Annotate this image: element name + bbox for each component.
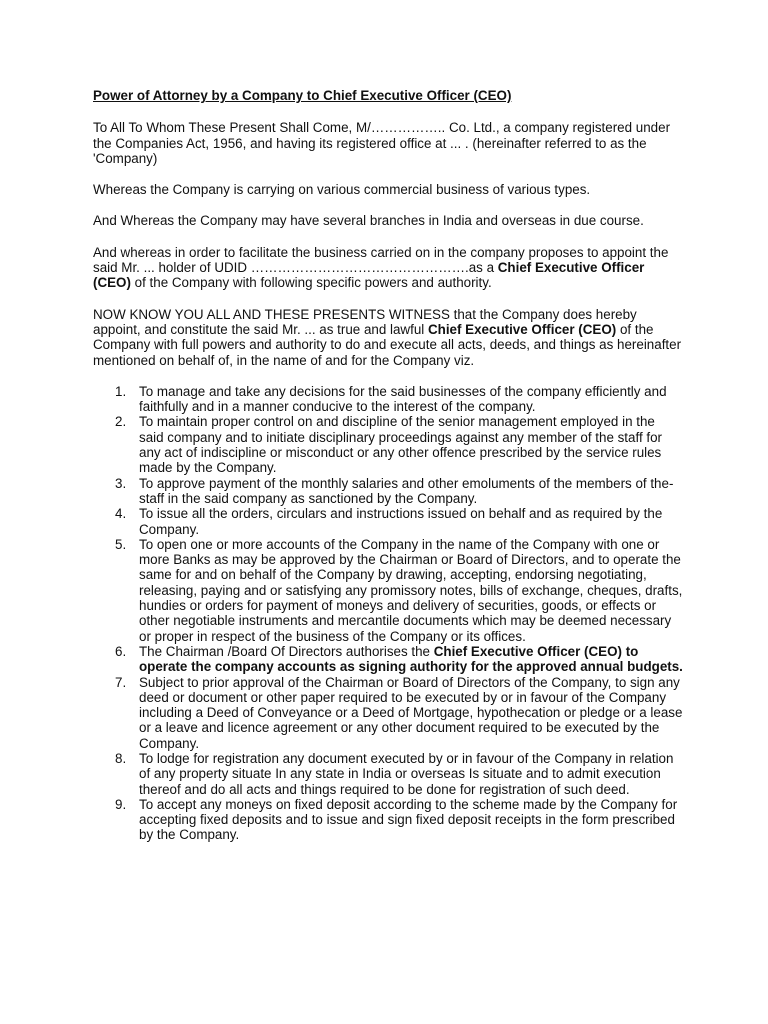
list-item-text: To open one or more accounts of the Company in the name of the Company with one or more Banks as may be approved by the Chairman or Board of Directors, and to operate the same for and on behalf of the Company by drawing, accepting, endorsing negotiating, releasing, paying and or satisfying any promissory notes, bills of exchange, cheques, drafts, hundies or orders for payment of moneys and delivery of securities, goods, or effects or other negotiable instruments and mercantile documents which may be deemed necessary or proper in respect of the business of the Company or its offices. xyxy=(139,536,683,644)
list-item xyxy=(93,644,683,675)
list-item-number: 6. xyxy=(115,643,127,659)
document-page xyxy=(93,88,683,843)
list-item-text: To lodge for registration any document executed by or in favour of the Company in relation of any property situate In any state in India or overseas Is situate and to admit execution thereof and do all acts and things required to be done for registration of such deed. xyxy=(139,750,674,797)
whereas-paragraph-2: And Whereas the Company may have several branches in India and overseas in due course. xyxy=(93,213,644,229)
list-item xyxy=(93,506,683,537)
list-item-text: To accept any moneys on fixed deposit according to the scheme made by the Company for accepting fixed deposits and to issue and sign fixed deposit receipts in the form prescribed by the Company. xyxy=(139,796,678,843)
witness-text-before: NOW KNOW YOU ALL AND THESE PRESENTS WITNESS that the Company does hereby appoint, and constitute the said Mr. ... as true and lawful xyxy=(93,306,637,337)
list-item-text: To issue all the orders, circulars and instructions issued on behalf and as required by the Company. xyxy=(139,506,663,537)
witness-paragraph xyxy=(93,307,683,368)
whereas-paragraph-1: Whereas the Company is carrying on various commercial business of various types. xyxy=(93,182,591,198)
list-item xyxy=(93,751,683,797)
intro-paragraph: To All To Whom These Present Shall Come, M/…………….. Co. Ltd., a company registered under the Companies Act, 1956, and having its registered office at ... . (hereinafter referred to as the 'Company) xyxy=(93,120,671,166)
list-item xyxy=(93,414,683,475)
list-item-number: 9. xyxy=(115,796,127,812)
list-item-text: To approve payment of the monthly salaries and other emoluments of the members of the-staff in the said company as sanctioned by the Company. xyxy=(139,475,674,506)
whereas-paragraph-3 xyxy=(93,245,683,291)
list-item-text: To maintain proper control on and discipline of the senior management employed in the said company and to initiate disciplinary proceedings against any member of the staff for any act of indiscipline or misconduct or any other offence prescribed by the service rules made by the Company. xyxy=(139,414,663,476)
list-item xyxy=(93,675,683,751)
list-item xyxy=(93,797,683,843)
list-item-number: 2. xyxy=(115,414,127,430)
list-item xyxy=(93,537,683,644)
list-item-number: 8. xyxy=(115,750,127,766)
list-item-bold-ceo: Chief Executive Officer (CEO) to operate the company accounts as signing authority for the approved annual budgets. xyxy=(139,643,683,675)
list-item-text-before: The Chairman /Board Of Directors authorises the xyxy=(139,643,434,659)
whereas-3-text-after: of the Company with following specific powers and authority. xyxy=(130,275,492,291)
list-item-text: To manage and take any decisions for the said businesses of the company efficiently and faithfully and in a manner conducive to the interest of the company. xyxy=(139,383,667,415)
list-item-number: 7. xyxy=(115,674,127,690)
list-item-number: 3. xyxy=(115,475,127,491)
list-item xyxy=(93,476,683,507)
list-item-number: 1. xyxy=(115,383,127,399)
list-item-number: 4. xyxy=(115,506,127,522)
list-item xyxy=(93,384,683,415)
list-item-text: Subject to prior approval of the Chairman or Board of Directors of the Company, to sign any deed or document or other paper required to be executed by or in favour of the Company including a Deed of Conveyance or a Deed of Mortgage, hypothecation or pledge or a lease or a leave and licence agreement or any other document required to be executed by the Company. xyxy=(139,674,683,751)
whereas-3-text-before: And whereas in order to facilitate the business carried on in the company proposes to appoint the said Mr. ... holder of UDID ………………………………………….as a xyxy=(93,244,669,276)
witness-text-after: of the Company with full powers and authority to do and execute all acts, deeds, and things as hereinafter mentioned on behalf of, in the name of and for the Company viz. xyxy=(93,321,682,368)
witness-bold-ceo: Chief Executive Officer (CEO) xyxy=(427,321,617,337)
document-title: Power of Attorney by a Company to Chief Executive Officer (CEO) xyxy=(93,88,512,103)
whereas-3-bold-ceo: Chief Executive Officer (CEO) xyxy=(93,260,645,291)
list-item-number: 5. xyxy=(115,536,127,552)
powers-list xyxy=(93,384,683,843)
